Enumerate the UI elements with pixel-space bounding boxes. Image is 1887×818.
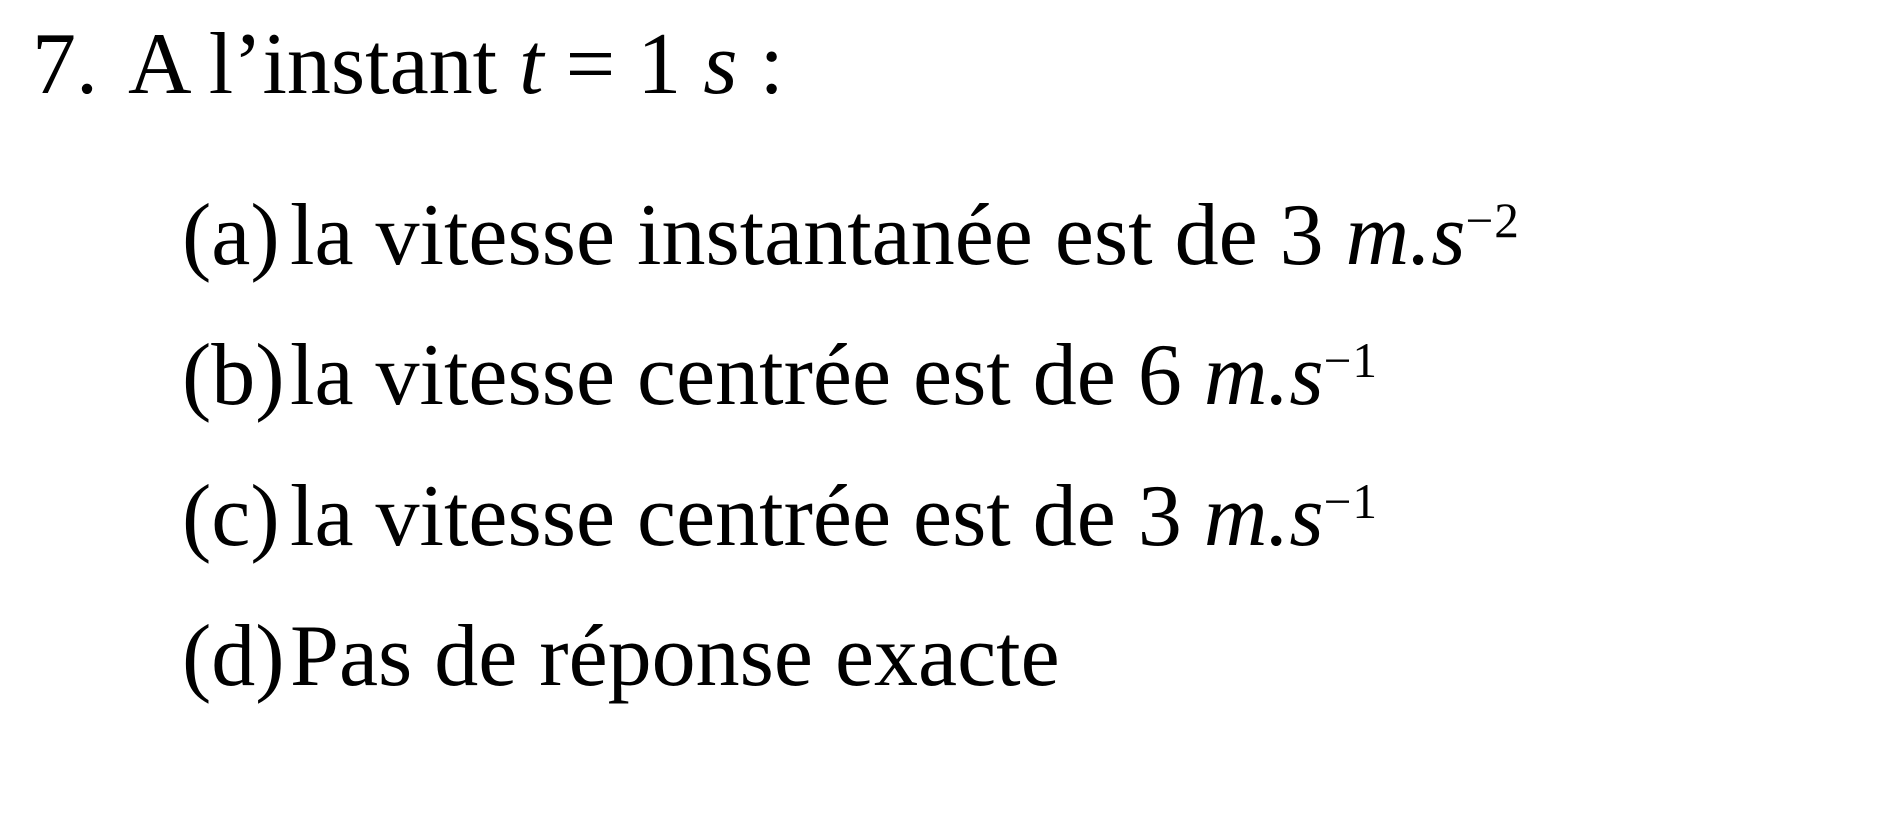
option-b-unit: m.s xyxy=(1203,327,1324,425)
option-d xyxy=(182,608,1887,707)
option-d-body: Pas de réponse exacte xyxy=(290,608,1060,706)
option-a-text xyxy=(290,187,1520,286)
option-a-body: la vitesse instantanée est de 3 xyxy=(290,186,1346,284)
option-b-text xyxy=(290,327,1378,426)
option-c-body: la vitesse centrée est de 3 xyxy=(290,467,1204,565)
option-a-exponent: −2 xyxy=(1465,192,1520,248)
question-number: 7. xyxy=(32,16,98,113)
question-text-post: : xyxy=(737,16,784,113)
question-text-mid: = 1 xyxy=(543,16,704,113)
options-list xyxy=(182,187,1887,707)
math-variable-t: t xyxy=(519,16,544,113)
math-variable-s: s xyxy=(703,16,738,113)
option-c xyxy=(182,468,1887,567)
option-a xyxy=(182,187,1887,286)
question-text xyxy=(128,16,784,115)
option-c-unit: m.s xyxy=(1203,467,1324,565)
option-b-exponent: −1 xyxy=(1323,333,1379,388)
option-c-label: (c) xyxy=(182,467,280,565)
question-text-pre: A l’instant xyxy=(128,16,520,113)
option-b xyxy=(182,327,1887,426)
option-a-label: (a) xyxy=(182,186,280,284)
option-b-label: (b) xyxy=(182,327,285,425)
question-line xyxy=(32,16,1887,115)
option-c-text xyxy=(290,468,1378,567)
option-a-unit: m.s xyxy=(1345,186,1466,284)
option-b-body: la vitesse centrée est de 6 xyxy=(290,327,1204,425)
option-d-text xyxy=(290,608,1060,707)
option-c-exponent: −1 xyxy=(1323,473,1379,529)
option-d-label: (d) xyxy=(182,608,285,706)
